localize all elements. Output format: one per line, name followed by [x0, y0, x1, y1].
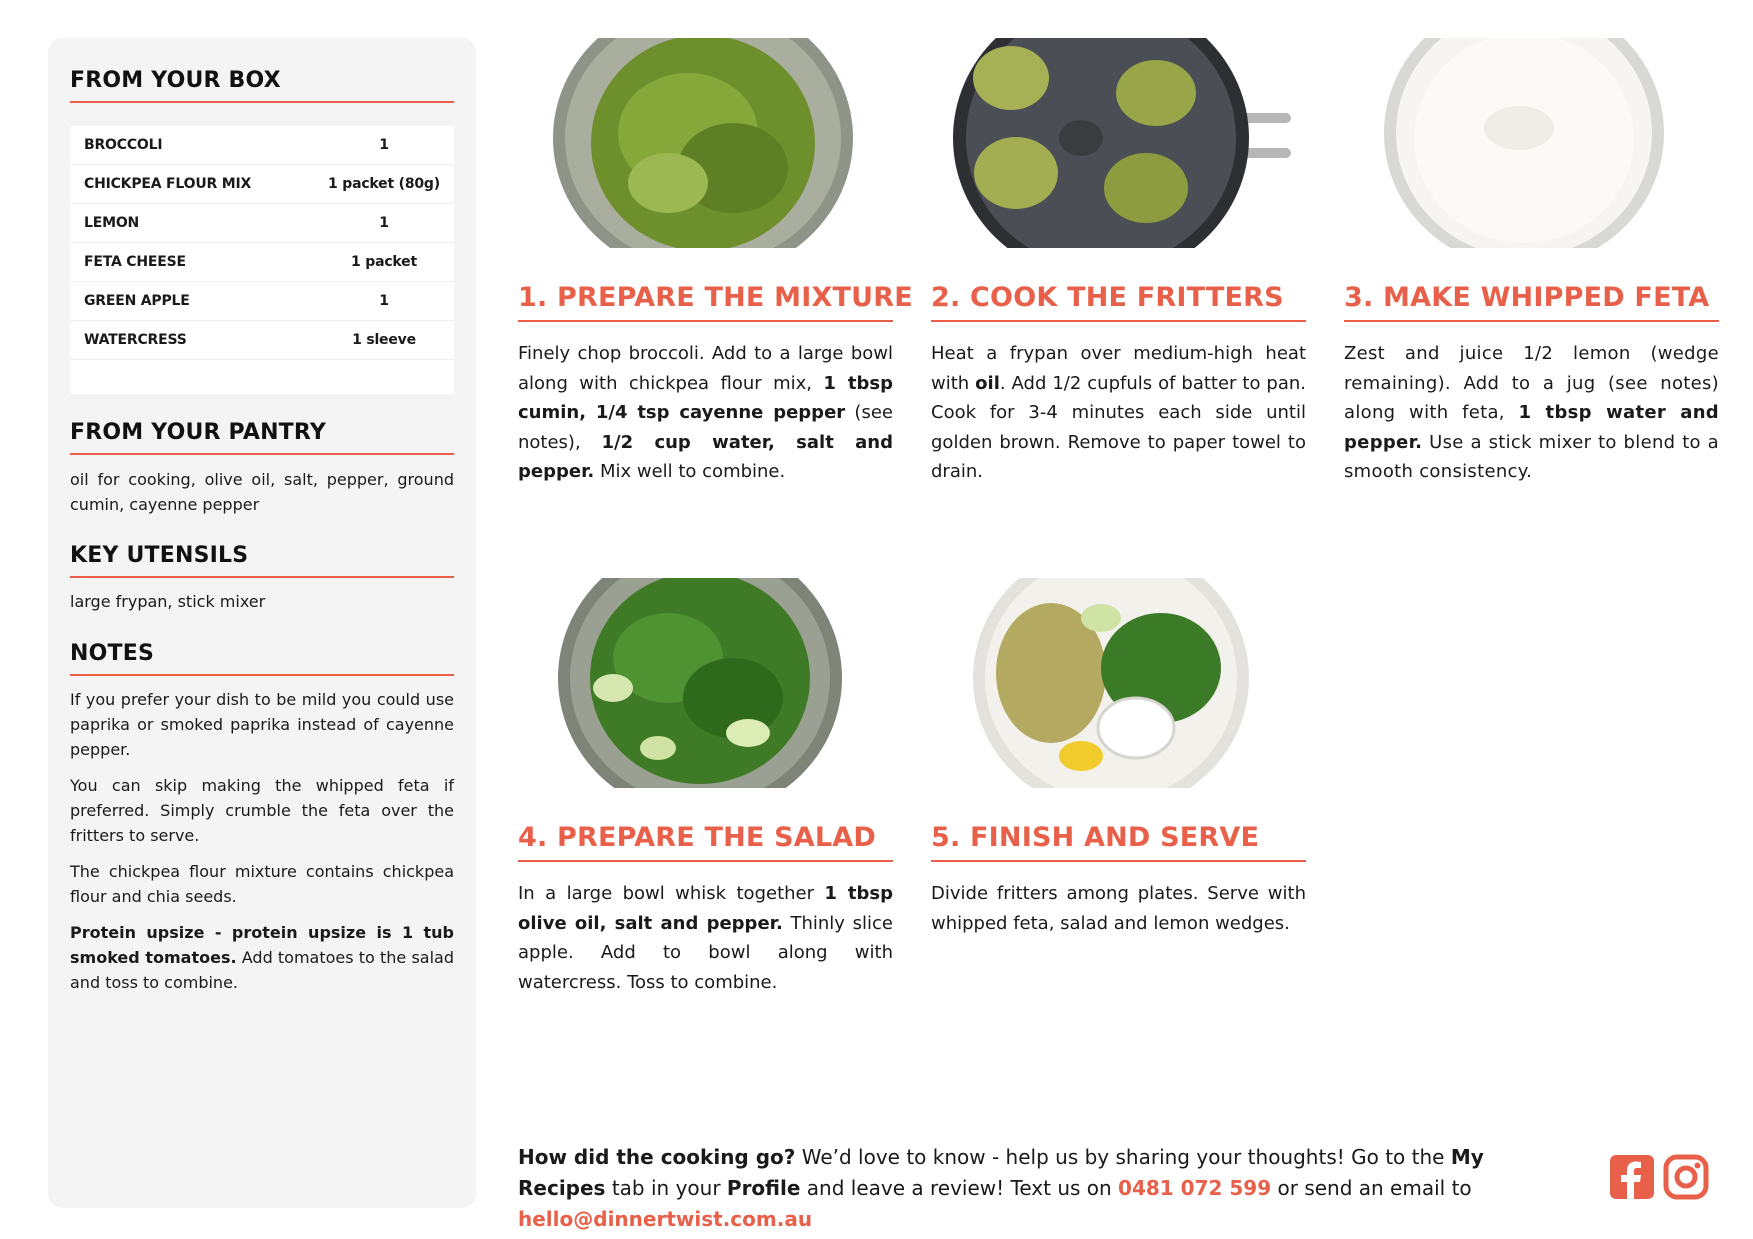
- phone-number-link[interactable]: 0481 072 599: [1118, 1176, 1272, 1200]
- facebook-icon[interactable]: [1609, 1154, 1655, 1200]
- feedback-footer: [518, 1142, 1578, 1235]
- feedback-question: How did the cooking go?: [518, 1145, 796, 1169]
- step-instructions: [518, 339, 893, 487]
- table-row: [70, 204, 454, 243]
- step-instructions: [931, 879, 1306, 938]
- fritters-pan-image: [931, 38, 1306, 248]
- notes-list: [70, 687, 454, 1006]
- ingredient-qty: 1 packet: [351, 254, 417, 270]
- ingredient-qty: 1: [379, 293, 389, 309]
- pantry-text: oil for cooking, olive oil, salt, pepper, ground cumin, cayenne pepper: [70, 470, 454, 514]
- ingredient-name: CHICKPEA FLOUR MIX: [84, 176, 252, 192]
- note-paragraph: You can skip making the whipped feta if preferred. Simply crumble the feta over the fritters to serve.: [70, 776, 454, 845]
- note-paragraph: The chickpea flour mixture contains chickpea flour and chia seeds.: [70, 862, 454, 906]
- notes-heading: NOTES: [70, 641, 454, 676]
- ingredient-name: GREEN APPLE: [84, 293, 190, 309]
- step-text-part: Mix well to combine.: [594, 461, 786, 482]
- step-text-part: (see notes),: [518, 402, 893, 453]
- from-your-box-heading: FROM YOUR BOX: [70, 68, 454, 103]
- ingredient-qty: 1: [379, 215, 389, 231]
- whipped-feta-image: [1344, 38, 1719, 248]
- instagram-icon[interactable]: [1663, 1154, 1709, 1200]
- step-instructions: [1344, 339, 1719, 487]
- step-title: 1. PREPARE THE MIXTURE: [518, 281, 893, 322]
- upsize-bold: Protein upsize - protein upsize is 1 tub smoked tomatoes.: [70, 923, 454, 967]
- step-title: 5. FINISH AND SERVE: [931, 821, 1306, 862]
- ingredients-sidebar: [48, 38, 476, 1208]
- step-text-part: 1 tbsp cumin, 1/4 tsp cayenne pepper: [518, 372, 893, 423]
- broccoli-mixture-image: [518, 38, 893, 248]
- step-text-part: Zest and juice 1/2 lemon (wedge remaining). Add to a jug (see notes) along with feta,: [1344, 343, 1719, 423]
- ingredients-table: [70, 126, 454, 394]
- ingredient-qty: 1 sleeve: [352, 332, 416, 348]
- footer-text: and leave a review! Text us on: [800, 1176, 1119, 1200]
- step-title: 4. PREPARE THE SALAD: [518, 821, 893, 862]
- note-paragraph: If you prefer your dish to be mild you could use paprika or smoked paprika instead of cayenne pepper.: [70, 690, 454, 759]
- footer-text: or send an email to: [1271, 1176, 1472, 1200]
- step-text-part: Use a stick mixer to blend to a smooth consistency.: [1344, 431, 1719, 482]
- step-text-part: 1 tbsp olive oil, salt and pepper.: [518, 883, 893, 934]
- step-instructions: [518, 879, 893, 997]
- table-row: [70, 321, 454, 360]
- table-row: [70, 282, 454, 321]
- table-row: [70, 126, 454, 165]
- table-row: [70, 165, 454, 204]
- key-utensils-heading: KEY UTENSILS: [70, 543, 454, 578]
- step-title: 2. COOK THE FRITTERS: [931, 281, 1306, 322]
- footer-text: tab in your: [605, 1176, 727, 1200]
- ingredient-name: BROCCOLI: [84, 137, 163, 153]
- step-text-part: Thinly slice apple. Add to bowl along with watercress. Toss to combine.: [518, 912, 893, 993]
- step-text-part: 1/2 cup water, salt and pepper.: [518, 431, 893, 482]
- utensils-text: large frypan, stick mixer: [70, 592, 266, 611]
- email-link[interactable]: hello@dinnertwist.com.au: [518, 1207, 813, 1231]
- step-title: 3. MAKE WHIPPED FETA: [1344, 281, 1719, 322]
- step-text-part: . Add 1/2 cupfuls of batter to pan. Cook for 3-4 minutes each side until golden brown. Remove to paper towel to drain.: [931, 372, 1306, 482]
- profile-label: Profile: [726, 1176, 801, 1200]
- step-text-part: 1 tbsp water and pepper.: [1344, 402, 1719, 453]
- step-text-part: In a large bowl whisk together: [518, 883, 825, 904]
- salad-bowl-image: [518, 578, 893, 788]
- plated-dish-image: [931, 578, 1306, 788]
- upsize-text: Add tomatoes to the salad and toss to combine.: [70, 948, 455, 992]
- ingredient-name: WATERCRESS: [84, 332, 187, 348]
- protein-upsize-note: [70, 920, 454, 995]
- ingredient-qty: 1: [379, 137, 389, 153]
- step-text-part: Heat a frypan over medium-high heat with: [931, 343, 1306, 394]
- step-text-part: oil: [975, 372, 1000, 394]
- ingredient-qty: 1 packet (80g): [328, 176, 440, 192]
- my-recipes-label: My Recipes: [518, 1145, 1484, 1200]
- table-row: [70, 243, 454, 282]
- ingredient-name: LEMON: [84, 215, 140, 231]
- from-your-pantry-heading: FROM YOUR PANTRY: [70, 420, 454, 455]
- step-text-part: Divide fritters among plates. Serve with whipped feta, salad and lemon wedges.: [931, 883, 1306, 934]
- step-text-part: Finely chop broccoli. Add to a large bowl along with chickpea flour mix,: [518, 343, 893, 394]
- footer-text: We’d love to know - help us by sharing your thoughts! Go to the: [795, 1145, 1451, 1169]
- ingredient-name: FETA CHEESE: [84, 254, 186, 270]
- step-instructions: [931, 339, 1306, 487]
